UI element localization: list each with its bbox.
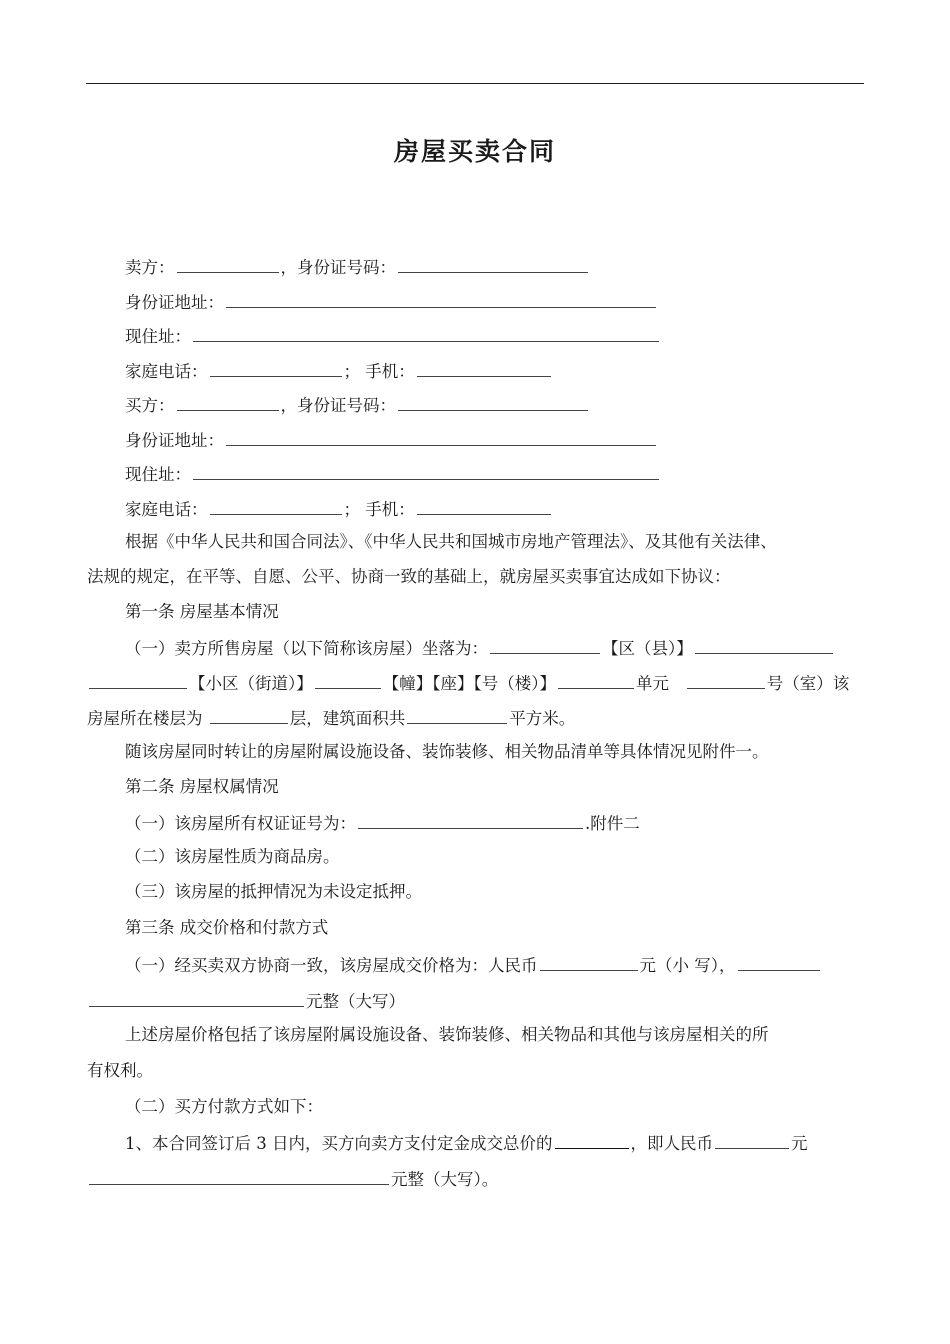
building-types-label: 【幢】【座】【号（楼）】 [382, 674, 556, 693]
article1-attachments-note: 随该房屋同时转让的房屋附属设施设备、装饰装修、相关物品清单等具体情况见附件一。 [125, 742, 769, 761]
deposit-unit: 元 [791, 1134, 808, 1153]
article2-heading: 第二条 房屋权属情况 [125, 777, 279, 796]
certificate-prefix: （一）该房屋所有权证证号为： [125, 814, 356, 833]
buyer-phone-line [125, 497, 553, 521]
seller-name-blank[interactable] [177, 255, 279, 273]
deposit-line [125, 1131, 808, 1155]
buyer-id-address-label: 身份证地址： [125, 431, 224, 450]
seller-id-address-label: 身份证地址： [125, 293, 224, 312]
price-upper-blank-a[interactable] [738, 953, 820, 971]
seller-current-address-blank[interactable] [193, 324, 659, 342]
price-upper-blank-b[interactable] [89, 989, 304, 1007]
seller-mobile-label: ； 手机： [343, 362, 415, 381]
seller-current-address-label: 现住址： [125, 327, 191, 346]
buyer-home-phone-blank[interactable] [210, 497, 342, 515]
seller-id-address-line [125, 290, 658, 314]
deposit-amount-blank[interactable] [715, 1131, 789, 1149]
deposit-mid: ，即人民币 [630, 1134, 713, 1153]
buyer-mobile-label: ； 手机： [343, 500, 415, 519]
room-label: 号（室）该 [766, 674, 850, 693]
buyer-id-blank[interactable] [398, 393, 588, 411]
community-label: 【小区（街道）】 [189, 674, 313, 693]
seller-id-address-blank[interactable] [226, 290, 656, 308]
preamble-line-2: 法规的规定，在平等、自愿、公平、协商一致的基础上，就房屋买卖事宜达成如下协议： [87, 567, 731, 586]
deposit-upper-blank[interactable] [89, 1167, 389, 1185]
header-rule [86, 83, 864, 84]
floor-blank[interactable] [210, 706, 288, 724]
price-lower-label: 元（小 写）， [639, 956, 736, 975]
seller-home-phone-label: 家庭电话： [125, 362, 208, 381]
room-blank[interactable] [687, 671, 765, 689]
article2-item1 [125, 811, 640, 835]
unit-label: 单元 [636, 674, 669, 693]
buyer-line [125, 393, 590, 417]
building-blank[interactable] [315, 671, 381, 689]
price-lower-blank[interactable] [540, 953, 638, 971]
article2-item2: （二）该房屋性质为商品房。 [125, 847, 340, 866]
article3-price-upper-line [87, 989, 405, 1013]
buyer-current-address-line [125, 462, 661, 486]
preamble-line-1: 根据《中华人民共和国合同法》、《中华人民共和国城市房地产管理法》、及其他有关法律、 [125, 532, 777, 551]
seller-mobile-blank[interactable] [417, 359, 551, 377]
seller-line [125, 255, 590, 279]
community-blank[interactable] [89, 671, 187, 689]
seller-home-phone-blank[interactable] [210, 359, 342, 377]
article1-location-line [125, 636, 835, 660]
buyer-id-address-blank[interactable] [226, 428, 656, 446]
article2-item3: （三）该房屋的抵押情况为未设定抵押。 [125, 882, 422, 901]
floor-suffix: 层，建筑面积共 [289, 709, 406, 728]
area-blank[interactable] [407, 706, 507, 724]
seller-current-address-line [125, 324, 661, 348]
district-label: 【区（县）】 [602, 639, 693, 658]
deposit-upper-line [87, 1167, 498, 1191]
price-scope-line-1: 上述房屋价格包括了该房屋附属设施设备、装饰装修、相关物品和其他与该房屋相关的所 [125, 1025, 769, 1044]
seller-phone-line [125, 359, 553, 383]
floor-prefix: 房屋所在楼层为 [87, 709, 203, 728]
area-unit: 平方米。 [509, 709, 576, 728]
buyer-id-address-line [125, 428, 658, 452]
buyer-mobile-blank[interactable] [417, 497, 551, 515]
unit-blank[interactable] [558, 671, 634, 689]
document-title: 房屋买卖合同 [393, 137, 556, 166]
price-upper-label: 元整（大写） [306, 992, 405, 1011]
buyer-label: 买方： [125, 396, 175, 415]
seller-id-blank[interactable] [398, 255, 588, 273]
district-blank[interactable] [695, 636, 833, 654]
buyer-home-phone-label: 家庭电话： [125, 500, 208, 519]
certificate-blank[interactable] [358, 811, 583, 829]
deposit-prefix: 1、本合同签订后 3 日内，买方向卖方支付定金成交总价的 [125, 1134, 553, 1153]
buyer-id-label: ，身份证号码： [280, 396, 396, 415]
deposit-percent-blank[interactable] [555, 1131, 629, 1149]
article1-address-line [87, 671, 849, 695]
article3-price-line [125, 953, 822, 977]
certificate-suffix: .附件二 [585, 814, 640, 833]
buyer-current-address-label: 现住址： [125, 465, 191, 484]
payment-heading: （二）买方付款方式如下： [125, 1097, 323, 1116]
article1-floor-line [87, 706, 575, 730]
location-blank[interactable] [490, 636, 600, 654]
seller-label: 卖方： [125, 258, 175, 277]
price-scope-line-2: 有权利。 [87, 1061, 153, 1080]
article1-heading: 第一条 房屋基本情况 [125, 602, 279, 621]
buyer-name-blank[interactable] [177, 393, 279, 411]
deposit-upper-label: 元整（大写）。 [391, 1170, 499, 1189]
price-prefix: （一）经买卖双方协商一致，该房屋成交价格为：人民币 [125, 956, 538, 975]
location-prefix: （一）卖方所售房屋（以下简称该房屋）坐落为： [125, 639, 488, 658]
seller-id-label: ，身份证号码： [280, 258, 396, 277]
buyer-current-address-blank[interactable] [193, 462, 659, 480]
article3-heading: 第三条 成交价格和付款方式 [125, 918, 329, 937]
